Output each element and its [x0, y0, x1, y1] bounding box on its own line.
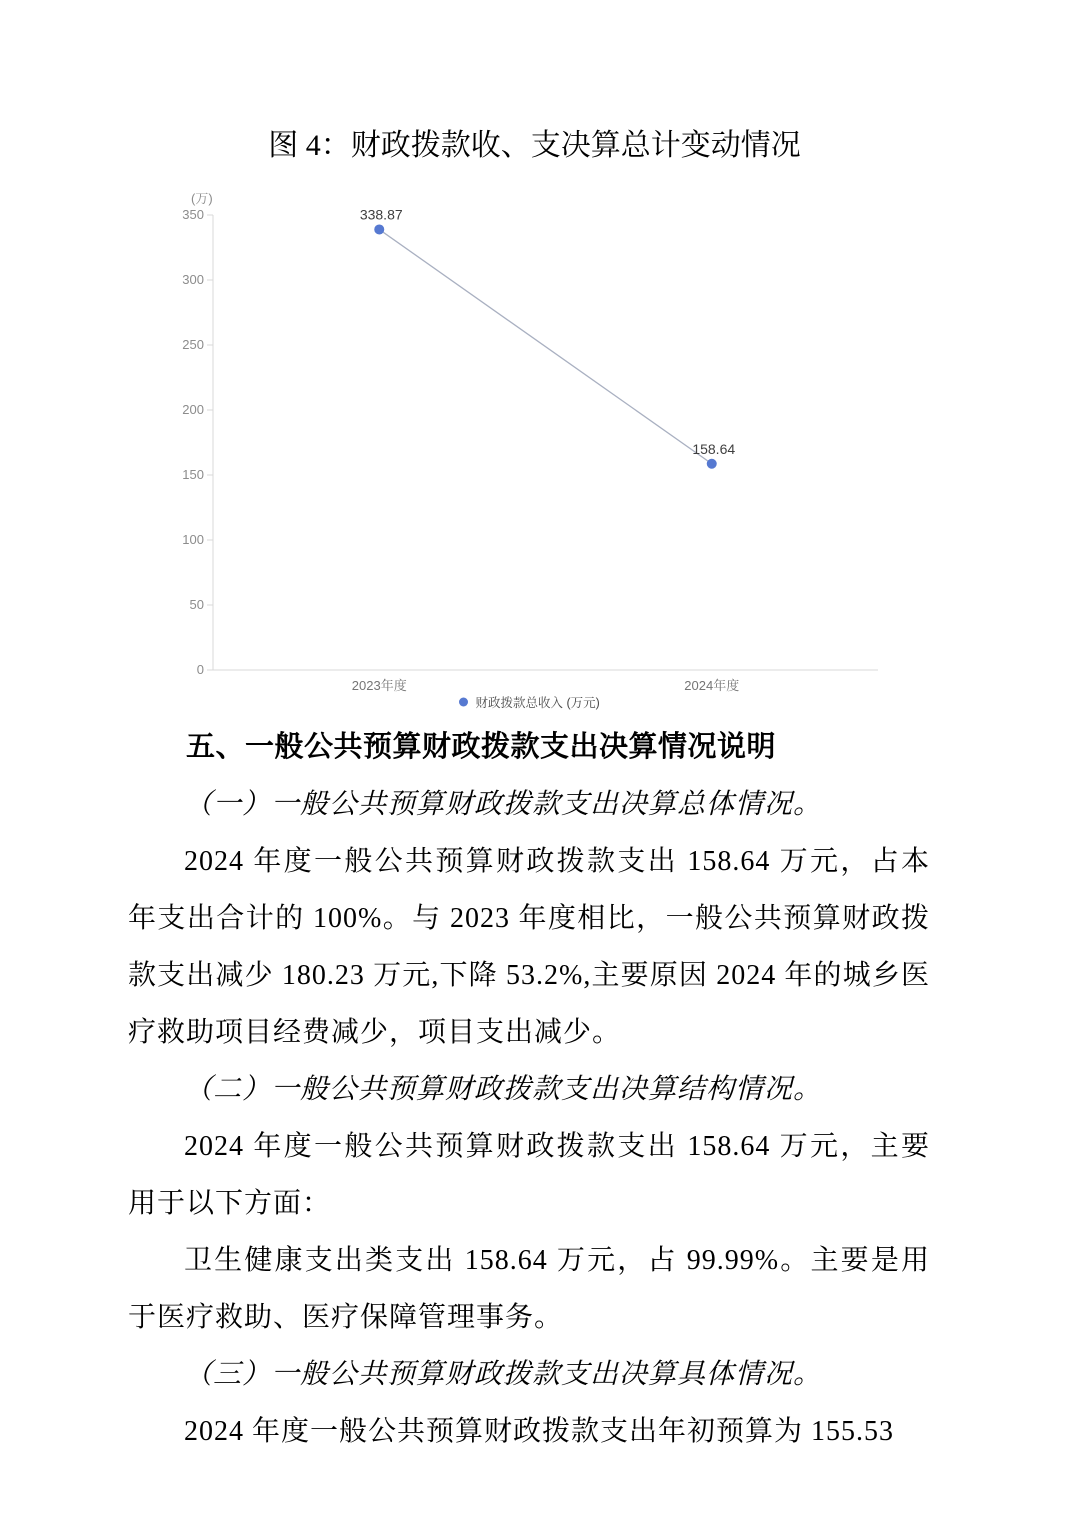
y-axis-tick-label: 100: [182, 532, 204, 547]
y-axis-tick-label: 150: [182, 467, 204, 482]
paragraph-specific-situation: 2024 年度一般公共预算财政拨款支出年初预算为 155.53: [184, 1416, 895, 1447]
data-point-marker: [707, 459, 717, 469]
series-line: [379, 229, 712, 463]
x-axis-category-label: 2024年度: [684, 678, 740, 693]
y-axis-tick-label: 250: [182, 337, 204, 352]
figure-title: 图 4：财政拨款收、支决算总计变动情况: [268, 129, 801, 162]
y-axis-tick-label: 200: [182, 402, 204, 417]
section-heading-five: 五、一般公共预算财政拨款支出决算情况说明: [186, 731, 777, 763]
data-point-marker: [374, 224, 384, 234]
data-point-label: 158.64: [692, 440, 736, 457]
y-axis-unit-label: (万): [191, 191, 213, 206]
subsection-title-3: （三）一般公共预算财政拨款支出决算具体情况。: [184, 1359, 823, 1390]
line-chart-container: [0, 185, 1069, 715]
y-axis-tick-label: 50: [189, 597, 204, 612]
subsection-title-2: （二）一般公共预算财政拨款支出决算结构情况。: [184, 1074, 823, 1105]
legend-label: 财政拨款总收入 (万元): [475, 696, 600, 710]
report-text-block: [0, 719, 1069, 1460]
data-point-label: 338.87: [359, 206, 403, 223]
x-axis-category-label: 2023年度: [351, 678, 407, 693]
paragraph-health-expenditure: 卫生健康支出类支出 158.64 万元，占 99.99%。主要是用于医疗救助、医疗保障管理事务。: [128, 1245, 930, 1333]
y-axis-tick-label: 350: [182, 207, 204, 222]
y-axis-tick-label: 300: [182, 272, 204, 287]
paragraph-overall-situation: 2024 年度一般公共预算财政拨款支出 158.64 万元，占本年支出合计的 100%。与 2023 年度相比，一般公共预算财政拨款支出减少 180.23 万元,下降 53.2%,主要原因 2024 年的城乡医疗救助项目经费减少，项目支出减少。: [128, 846, 930, 1048]
fiscal-line-chart: [0, 185, 1069, 715]
paragraph-structure-intro: 2024 年度一般公共预算财政拨款支出 158.64 万元，主要用于以下方面：: [128, 1131, 930, 1219]
y-axis-tick-label: 0: [196, 662, 204, 677]
subsection-title-1: （一）一般公共预算财政拨款支出决算总体情况。: [184, 789, 823, 820]
legend-marker-icon: [459, 698, 468, 707]
